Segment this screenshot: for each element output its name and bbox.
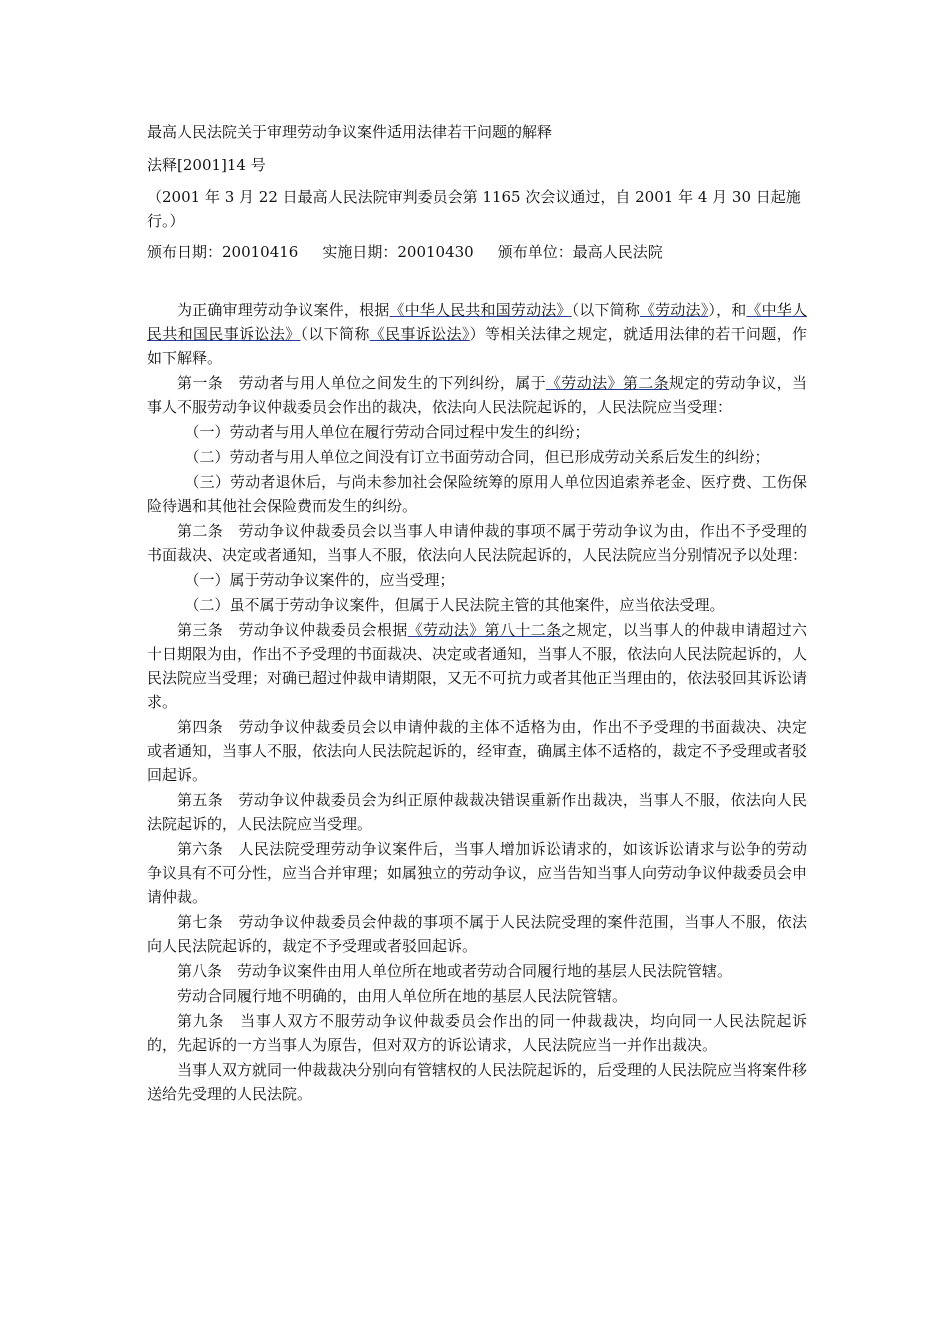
intro-paragraph xyxy=(147,298,807,370)
article-text: 劳动争议仲裁委员会以申请仲裁的主体不适格为由，作出不予受理的书面裁决、决定或者通知，当事人不服，依法向人民法院起诉的，经审查，确属主体不适格的，裁定不予受理或者驳回起诉。 xyxy=(147,718,808,784)
document-number: 法释[2001]14 号 xyxy=(147,156,266,174)
article-1 xyxy=(147,371,807,419)
article-1-item: （二）劳动者与用人单位之间没有订立书面劳动合同，但已形成劳动关系后发生的纠纷； xyxy=(184,448,770,466)
article-3 xyxy=(147,618,807,714)
link-civil-procedure-law[interactable]: 《民事诉讼法》 xyxy=(369,325,470,343)
article-text: 劳动争议案件由用人单位所在地或者劳动合同履行地的基层人民法院管辖。 xyxy=(237,962,733,980)
link-labor-law[interactable]: 《劳动法》 xyxy=(640,301,709,319)
link-labor-law[interactable]: 《劳动法》 xyxy=(407,621,485,639)
article-text: 规定的劳动争议，当事人不服劳动争议仲裁委员会作出的裁决，依法向人民法院起诉的，人民法院应当受理： xyxy=(147,374,807,416)
intro-text: （以下简称 xyxy=(571,301,640,319)
article-1-item: （一）劳动者与用人单位在履行劳动合同过程中发生的纠纷； xyxy=(184,423,590,441)
article-label: 第三条 xyxy=(177,621,224,639)
article-8 xyxy=(147,959,807,983)
article-5 xyxy=(147,788,807,836)
article-label: 第一条 xyxy=(177,374,224,392)
intro-text: （以下简称 xyxy=(300,325,370,343)
article-label: 第九条 xyxy=(177,1012,225,1030)
issuing-authority: 颁布单位：最高人民法院 xyxy=(497,243,663,261)
document-meta xyxy=(147,240,807,264)
link-article-2[interactable]: 第二条 xyxy=(622,374,669,392)
article-text: 劳动者与用人单位之间发生的下列纠纷，属于 xyxy=(238,374,546,392)
article-text: 当事人双方不服劳动争议仲裁委员会作出的同一仲裁裁决，均向同一人民法院起诉的，先起诉的一方当事人为原告，但对双方的诉讼请求，人民法院应当一并作出裁决。 xyxy=(147,1012,807,1054)
effective-date: 实施日期：20010430 xyxy=(322,243,474,261)
article-9 xyxy=(147,1009,807,1057)
article-7 xyxy=(147,910,807,958)
article-2 xyxy=(147,519,807,567)
article-label: 第四条 xyxy=(177,718,224,736)
article-label: 第七条 xyxy=(177,913,224,931)
intro-text: 为正确审理劳动争议案件，根据 xyxy=(177,301,390,319)
article-1-item: （三）劳动者退休后，与尚未参加社会保险统筹的原用人单位因追索养老金、医疗费、工伤保险待遇和其他社会保险费而发生的纠纷。 xyxy=(147,473,807,515)
link-article-82[interactable]: 第八十二条 xyxy=(484,621,562,639)
article-label: 第八条 xyxy=(177,962,223,980)
adoption-note: （2001 年 3 月 22 日最高人民法院审判委员会第 1165 次会议通过，自 2001 年 4 月 30 日起施行。） xyxy=(147,188,801,230)
document-body xyxy=(147,298,807,1107)
article-6 xyxy=(147,837,807,909)
link-labor-law[interactable]: 《劳动法》 xyxy=(545,374,623,392)
article-text: 之规定，以当事人的仲裁申请超过六十日期限为由，作出不予受理的书面裁决、决定或者通知，当事人不服，依法向人民法院起诉的，人民法院应当受理；对确已超过仲裁申请期限，又无不可抗力或者其他正当理由的，依法驳回其诉讼请求。 xyxy=(147,621,808,711)
article-4 xyxy=(147,715,807,787)
article-9-paragraph-2: 当事人双方就同一仲裁裁决分别向有管辖权的人民法院起诉的，后受理的人民法院应当将案件移送给先受理的人民法院。 xyxy=(147,1061,808,1103)
article-text: 人民法院受理劳动争议案件后，当事人增加诉讼请求的，如该诉讼请求与讼争的劳动争议具有不可分性，应当合并审理；如属独立的劳动争议，应当告知当事人向劳动争议仲裁委员会申请仲裁。 xyxy=(147,840,808,906)
article-text: 劳动争议仲裁委员会根据 xyxy=(238,621,408,639)
article-text: 劳动争议仲裁委员会为纠正原仲裁裁决错误重新作出裁决，当事人不服，依法向人民法院起诉的，人民法院应当受理。 xyxy=(147,791,807,833)
article-2-item: （二）虽不属于劳动争议案件，但属于人民法院主管的其他案件，应当依法受理。 xyxy=(184,596,725,614)
article-text: 劳动争议仲裁委员会以当事人申请仲裁的事项不属于劳动争议为由，作出不予受理的书面裁决、决定或者通知，当事人不服，依法向人民法院起诉的，人民法院应当分别情况予以处理： xyxy=(147,522,808,564)
article-text: 劳动争议仲裁委员会仲裁的事项不属于人民法院受理的案件范围，当事人不服，依法向人民法院起诉的，裁定不予受理或者驳回起诉。 xyxy=(147,913,807,955)
article-2-item: （一）属于劳动争议案件的，应当受理； xyxy=(184,571,455,589)
link-labor-law-full[interactable]: 《中华人民共和国劳动法》 xyxy=(389,301,572,319)
promulgation-date: 颁布日期：20010416 xyxy=(147,243,299,261)
link-civil-procedure-law-full[interactable]: 《中华人民共和国民事诉讼法》 xyxy=(147,301,807,343)
intro-text: ），和 xyxy=(708,301,747,319)
article-label: 第五条 xyxy=(177,791,224,809)
intro-text: ）等相关法律之规定，就适用法律的若干问题，作如下解释。 xyxy=(147,325,807,367)
article-8-paragraph-2: 劳动合同履行地不明确的，由用人单位所在地的基层人民法院管辖。 xyxy=(177,987,628,1005)
article-label: 第六条 xyxy=(177,840,224,858)
article-label: 第二条 xyxy=(177,522,224,540)
document-title: 最高人民法院关于审理劳动争议案件适用法律若干问题的解释 xyxy=(147,123,553,141)
